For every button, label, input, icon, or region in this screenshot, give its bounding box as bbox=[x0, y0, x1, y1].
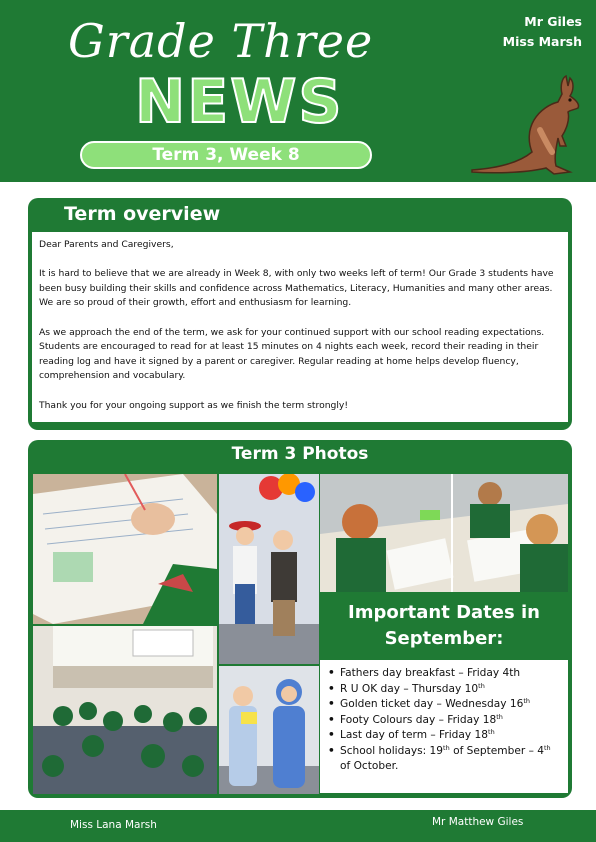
teacher-name-2: Miss Marsh bbox=[502, 34, 582, 49]
date-item: • School holidays: 19th of September – 4th of October. bbox=[328, 744, 562, 775]
photo-dress-up bbox=[219, 474, 319, 664]
overview-closing: Thank you for your ongoing support as we finish the term strongly! bbox=[39, 399, 349, 411]
overview-greeting: Dear Parents and Caregivers, bbox=[39, 239, 174, 250]
photo-class-floor bbox=[33, 626, 217, 794]
overview-paragraph-1: It is hard to believe that we are already in Week 8, with only two weeks left of term! Our Grade 3 students have been busy building their skills and confidence across Mathematics, Literacy, Humanities and many other areas. We are so proud of their growth, effort and enthusiasm for learning. bbox=[39, 268, 554, 309]
term-overview-panel bbox=[28, 198, 572, 430]
teacher-names bbox=[503, 12, 582, 52]
photo-workbook bbox=[33, 474, 217, 624]
footer-bar bbox=[0, 810, 596, 842]
important-dates-list bbox=[320, 660, 568, 793]
newsletter-subtitle: NEWS bbox=[135, 67, 344, 137]
term-overview-heading: Term overview bbox=[64, 203, 221, 225]
teacher-name-1: Mr Giles bbox=[524, 14, 582, 29]
footer-teacher-right: Mr Matthew Giles bbox=[432, 816, 524, 828]
date-item: • Golden ticket day – Wednesday 16th bbox=[328, 697, 562, 713]
date-item: • Fathers day breakfast – Friday 4th bbox=[328, 666, 562, 682]
term-week-badge: Term 3, Week 8 bbox=[80, 141, 372, 169]
photo-desk-work bbox=[320, 474, 568, 592]
term-overview-body bbox=[32, 232, 568, 422]
newsletter-title: Grade Three bbox=[68, 14, 374, 68]
photo-costumes bbox=[219, 666, 319, 794]
overview-paragraph-2: As we approach the end of the term, we ask for your continued support with our school reading expectations. Students are encouraged to read for at least 15 minutes on 4 nights each week, record their reading in their reading log and have it signed by a parent or caregiver. Regular reading at home helps develop fluency, comprehension and vocabulary. bbox=[39, 326, 545, 382]
kangaroo-icon bbox=[470, 72, 588, 180]
footer-teacher-left: Miss Lana Marsh bbox=[70, 819, 157, 831]
header-banner bbox=[0, 0, 596, 182]
term-photos-heading: Term 3 Photos bbox=[231, 444, 369, 464]
date-item: • Last day of term – Friday 18th bbox=[328, 728, 562, 744]
term-photos-panel bbox=[28, 440, 572, 798]
date-item: • Footy Colours day – Friday 18th bbox=[328, 713, 562, 729]
date-item: • R U OK day – Thursday 10th bbox=[328, 682, 562, 698]
important-dates-heading: Important Dates in September: bbox=[348, 602, 540, 649]
